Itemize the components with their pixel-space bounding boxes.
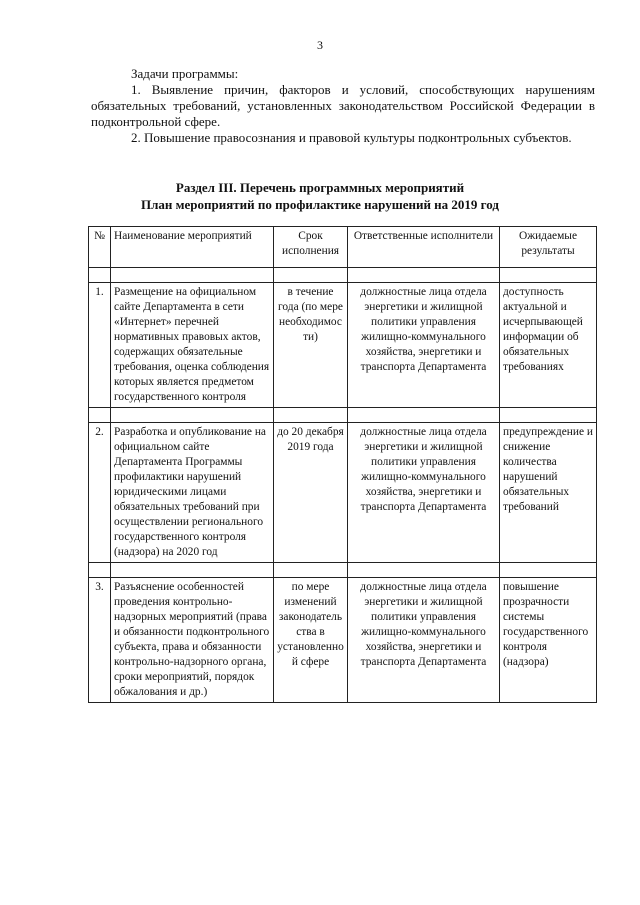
row-num: 2. bbox=[89, 423, 111, 563]
header-term: Срок исполнения bbox=[274, 227, 348, 268]
row-result: повышение прозрачности системы государственного контроля (надзора) bbox=[500, 578, 597, 703]
row-executors: должностные лица отдела энергетики и жилищной политики управления жилищно-коммунального хозяйства, энергетики и транспорта Департамента bbox=[348, 578, 500, 703]
header-num: № bbox=[89, 227, 111, 268]
table-row bbox=[89, 283, 597, 408]
table-header-row bbox=[89, 227, 597, 268]
tasks-section bbox=[91, 66, 595, 146]
row-executors: должностные лица отдела энергетики и жилищной политики управления жилищно-коммунального хозяйства, энергетики и транспорта Департамента bbox=[348, 423, 500, 563]
table-row bbox=[89, 423, 597, 563]
page-number: 3 bbox=[317, 38, 323, 52]
header-executors: Ответственные исполнители bbox=[348, 227, 500, 268]
row-name: Разъяснение особенностей проведения контрольно-надзорных мероприятий (права и обязанности подконтрольного субъекта, права и обязанности контрольно-надзорного органа, сроки мероприятий, порядок обжалования и др.) bbox=[111, 578, 274, 703]
row-result: предупреждение и снижение количества нарушений обязательных требований bbox=[500, 423, 597, 563]
section-subtitle: План мероприятий по профилактике нарушений на 2019 год bbox=[141, 197, 499, 212]
header-name: Наименование мероприятий bbox=[111, 227, 274, 268]
header-result: Ожидаемые результаты bbox=[500, 227, 597, 268]
table-row bbox=[89, 578, 597, 703]
row-executors: должностные лица отдела энергетики и жилищной политики управления жилищно-коммунального хозяйства, энергетики и транспорта Департамента bbox=[348, 283, 500, 408]
section-title: Раздел III. Перечень программных мероприятий bbox=[175, 180, 465, 195]
row-num: 3. bbox=[89, 578, 111, 703]
row-name: Размещение на официальном сайте Департамента в сети «Интернет» перечней нормативных правовых актов, содержащих обязательные требования, оценка соблюдения которых является предметом государственного контроля bbox=[111, 283, 274, 408]
row-name: Разработка и опубликование на официальном сайте Департамента Программы профилактики нарушений юридическими лицами обязательных требований при осуществлении регионального государственного контроля (надзора) на 2020 год bbox=[111, 423, 274, 563]
row-term: по мере изменений законодательства в установленной сфере bbox=[274, 578, 348, 703]
row-result: доступность актуальной и исчерпывающей информации об обязательных требованиях bbox=[500, 283, 597, 408]
task-item-1: 1. Выявление причин, факторов и условий, способствующих нарушениям обязательных требований, установленных законодательством Российской Федерации в подконтрольной сфере. bbox=[91, 82, 595, 129]
row-term: в течение года (по мере необходимости) bbox=[274, 283, 348, 408]
row-num: 1. bbox=[89, 283, 111, 408]
tasks-title: Задачи программы: bbox=[131, 66, 239, 81]
row-term: до 20 декабря 2019 года bbox=[274, 423, 348, 563]
task-item-2: 2. Повышение правосознания и правовой культуры подконтрольных субъектов. bbox=[131, 130, 572, 145]
section-heading bbox=[0, 179, 640, 213]
activities-table bbox=[88, 226, 597, 703]
